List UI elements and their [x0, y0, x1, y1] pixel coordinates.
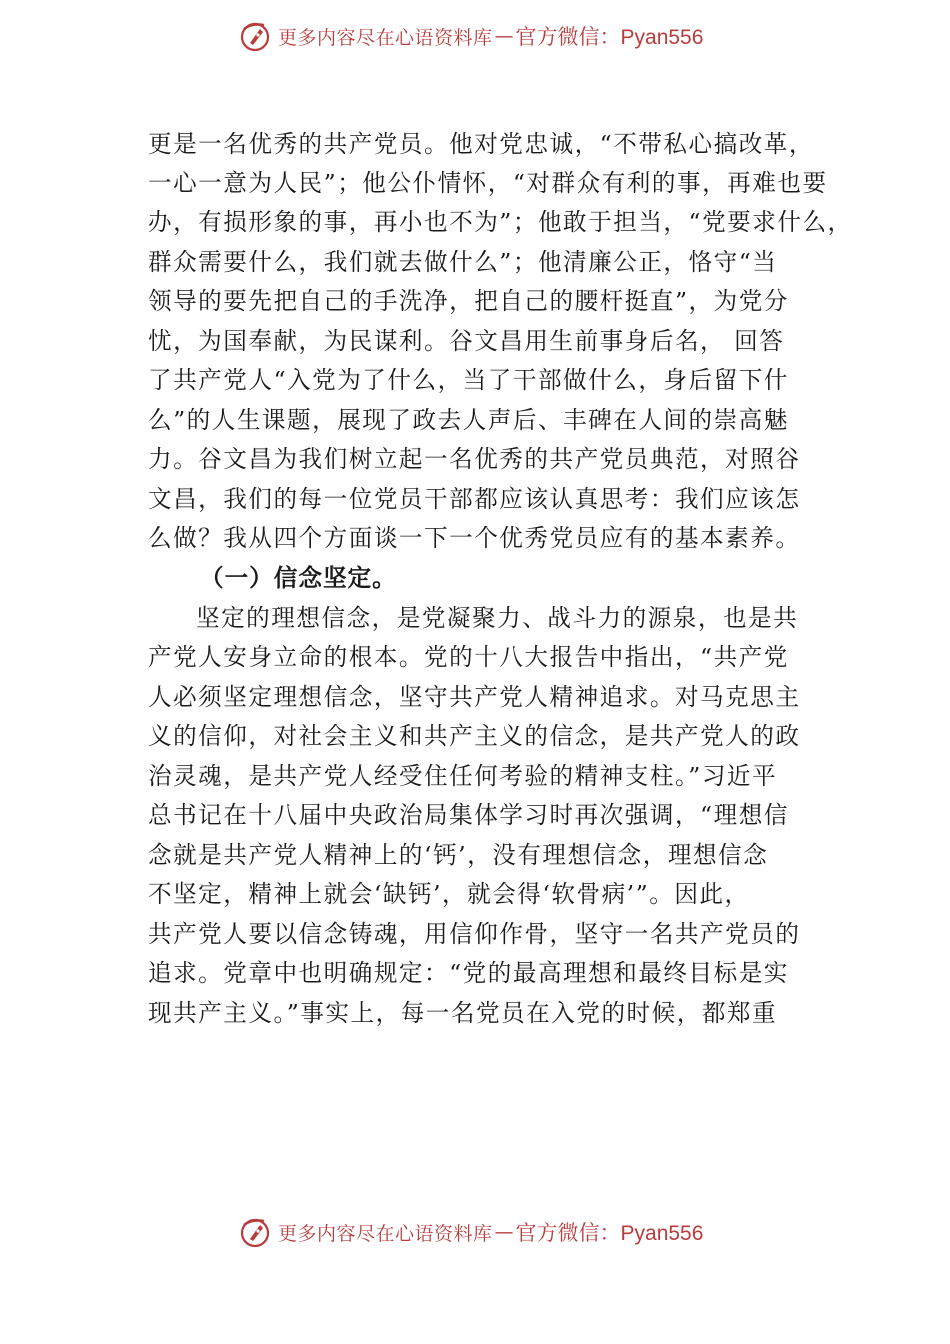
banner-account-text: 官方微信：Pyan556 — [515, 26, 704, 49]
body-line: 么”的人生课题，展现了政去人声后、丰碑在人间的崇高魅 — [148, 406, 789, 434]
body-line: 群众需要什么，我们就去做什么”；他清廉公正，恪守“当 — [148, 248, 778, 276]
section-line: 现共产主义。”事实上，每一名党员在入党的时候，都郑重 — [148, 999, 778, 1027]
banner-account-text: 官方微信：Pyan556 — [515, 1222, 704, 1245]
section-line: 念就是共产党人精神上的‘钙’，没有理想信念，理想信念 — [148, 841, 769, 869]
body-line: 文昌，我们的每一位党员干部都应该认真思考：我们应该怎 — [148, 485, 801, 513]
section-line: 产党人安身立命的根本。党的十八大报告中指出，“共产党 — [148, 643, 789, 671]
section-line: 治灵魂，是共产党人经受住任何考验的精神支柱。”习近平 — [148, 762, 778, 790]
body-line: 更是一名优秀的共产党员。他对党忠诚，“不带私心搞改革， — [148, 130, 814, 158]
section-heading: （一）信念坚定。 — [200, 564, 397, 592]
section-line: 总书记在十八届中央政治局集体学习时再次强调，“理想信 — [148, 801, 789, 829]
header-banner — [238, 16, 703, 56]
banner-library-text: 更多内容尽在心语资料库 — [278, 26, 493, 49]
section-line: 义的信仰，对社会主义和共产主义的信念，是共产党人的政 — [148, 722, 801, 750]
body-line: 了共产党人“入党为了什么，当了干部做什么，身后留下什 — [148, 366, 789, 394]
body-line: 力。谷文昌为我们树立起一名优秀的共产党员典范，对照谷 — [148, 445, 801, 473]
body-line: 忧，为国奉献，为民谋利。谷文昌用生前事身后名， 回答 — [148, 327, 785, 355]
banner-separator: — — [494, 1221, 514, 1243]
section-line: 追求。党章中也明确规定：“党的最高理想和最终目标是实 — [148, 959, 789, 987]
body-line: 一心一意为人民”；他公仆情怀，“对群众有利的事，再难也要 — [148, 169, 828, 197]
body-line: 办，有损形象的事，再小也不为”；他敢于担当，“党要求什么， — [148, 208, 853, 236]
footer-banner — [238, 1212, 703, 1252]
banner-separator: — — [494, 25, 514, 47]
body-line: 领导的要先把自己的手洗净，把自己的腰杆挺直”，为党分 — [148, 287, 789, 315]
banner-library-text: 更多内容尽在心语资料库 — [278, 1222, 493, 1245]
section-line: 共产党人要以信念铸魂，用信仰作骨，坚守一名共产党员的 — [148, 920, 801, 948]
body-line: 么做？我从四个方面谈一下一个优秀党员应有的基本素养。 — [148, 524, 801, 552]
pen-nib-circle-icon — [238, 1215, 272, 1249]
pen-nib-circle-icon — [238, 19, 272, 53]
section-line: 人必须坚定理想信念，坚守共产党人精神追求。对马克思主 — [148, 683, 801, 711]
section-line: 坚定的理想信念，是党凝聚力、战斗力的源泉，也是共 — [196, 604, 799, 632]
section-line: 不坚定，精神上就会‘缺钙’，就会得‘软骨病’”。因此， — [148, 880, 750, 908]
